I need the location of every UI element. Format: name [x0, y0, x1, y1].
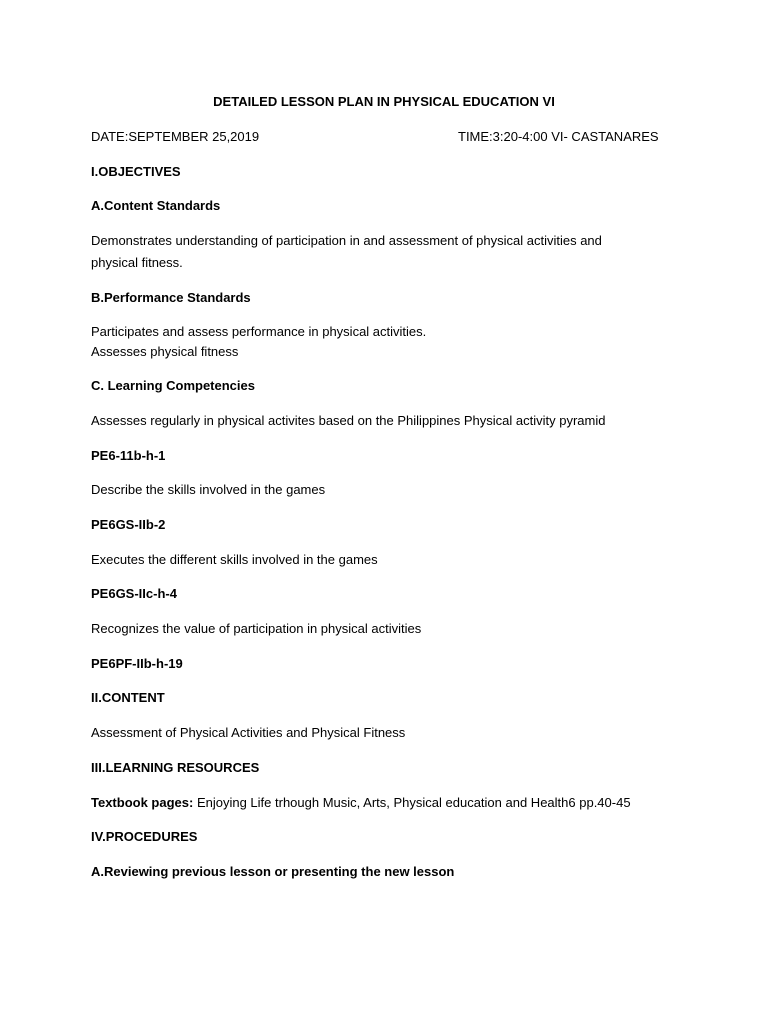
learning-competencies-heading: C. Learning Competencies — [91, 378, 255, 393]
content-standards-heading: A.Content Standards — [91, 198, 221, 213]
competency-code-1: PE6-11b-h-1 — [91, 448, 166, 463]
textbook-label: Textbook pages: — [91, 795, 194, 810]
competency-1: Assesses regularly in physical activites based on the Philippines Physical activity pyramid — [91, 413, 606, 428]
procedures-heading: IV.PROCEDURES — [91, 829, 198, 844]
content-heading: II.CONTENT — [91, 690, 165, 705]
competency-4: Recognizes the value of participation in physical activities — [91, 621, 422, 636]
content-standards-text-2: physical fitness. — [91, 255, 183, 270]
objectives-heading: I.OBJECTIVES — [91, 164, 181, 179]
content-text: Assessment of Physical Activities and Physical Fitness — [91, 725, 406, 740]
competency-code-2: PE6GS-IIb-2 — [91, 517, 166, 532]
competency-code-4: PE6PF-IIb-h-19 — [91, 656, 183, 671]
time-line: TIME:3:20-4:00 VI- CASTANARES — [458, 129, 659, 144]
procedure-a: A.Reviewing previous lesson or presenting the new lesson — [91, 864, 455, 879]
document-title: DETAILED LESSON PLAN IN PHYSICAL EDUCATION VI — [213, 94, 555, 109]
performance-standards-text-2: Assesses physical fitness — [91, 344, 239, 359]
competency-2: Describe the skills involved in the games — [91, 482, 326, 497]
competency-code-3: PE6GS-IIc-h-4 — [91, 586, 177, 601]
performance-standards-heading: B.Performance Standards — [91, 290, 251, 305]
textbook-text: Enjoying Life trhough Music, Arts, Physical education and Health6 pp.40-45 — [193, 795, 631, 810]
textbook-line — [91, 793, 631, 813]
performance-standards-text-1: Participates and assess performance in physical activities. — [91, 324, 427, 339]
learning-resources-heading: III.LEARNING RESOURCES — [91, 760, 260, 775]
competency-3: Executes the different skills involved in the games — [91, 552, 378, 567]
content-standards-text-1: Demonstrates understanding of participation in and assessment of physical activities and — [91, 233, 602, 248]
date-line: DATE:SEPTEMBER 25,2019 — [91, 129, 260, 144]
